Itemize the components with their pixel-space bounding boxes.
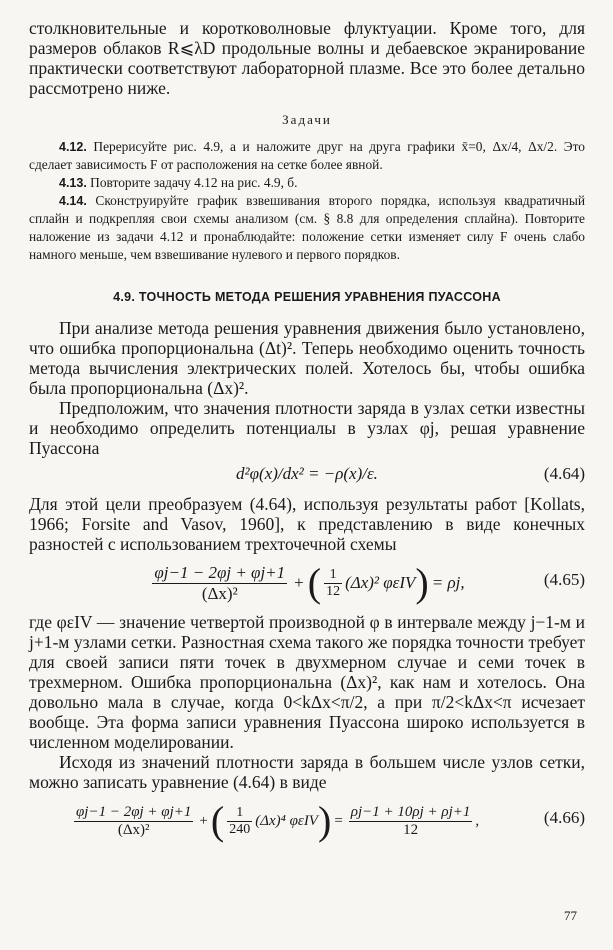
rhs-denominator: 12 [403,821,419,838]
lhs-fraction [74,804,193,839]
fraction-numerator: φj−1 − 2φj + φj+1 [76,803,192,820]
intro-paragraph: столкновительные и коротковолновые флуктуации. Кроме того, для размеров облаков R⩽λD продольные волны и дебаевское экранирование практически соответствуют лабораторной плазме. Все это более детально рассмотрено ниже. [29,18,585,98]
comma: , [475,812,480,829]
page-number: 77 [564,908,577,923]
paragraph-1: При анализе метода решения уравнения движения было установлено, что ошибка пропорциональна (Δt)². Теперь необходимо оценить точность метода вычисления электрических полей. Хотелось бы, чтобы ошибка была пропорциональна (Δx)². [29,318,585,398]
task-text: Перерисуйте рис. 4.9, a и наложите друг на друга графики x̄=0, Δx/4, Δx/2. Это сделает зависимость F от расположения на сетке более явной. [29,139,585,172]
equation-number: (4.64) [543,464,585,483]
fraction-numerator: φj−1 − 2φj + φj+1 [154,562,286,582]
equation-4-66: $\frac{\varphi j-1 - 2\varphi j + \varphi j+1}{\text{(Δx)²}}$ + ( $\frac{1}{240}$ (Δx)⁴ φεIV ) = $\frac{\rho j-1 + 10\rho j + \rho j+1}{12}$ , (4.66) [76,798,585,843]
paragraph-3: Для этой цели преобразуем (4.64), используя результаты работ [Kollats, 1966; Forsite and Vasov, 1960], к представлению в виде конечных разностей с использованием трехточечной схемы [29,494,585,554]
fraction-denominator: (Δx)² [201,583,238,603]
coef-numerator: 1 [227,805,252,822]
correction-term: (Δx)⁴ φεIV [255,812,318,829]
task-4-12 [29,138,585,174]
equation-4-65: $\frac{\varphi j-1 - 2\varphi j + \varphi j+1}{\text{(Δx)²}}$ + ( $\frac{1}{12}$ (Δx)² φεIV ) = ρj, (4.65) [154,560,585,605]
paragraph-5: Исходя из значений плотности заряда в большем числе узлов сетки, можно записать уравнение (4.64) в виде [29,752,585,792]
coefficient-fraction [227,805,252,838]
rhs-numerator: ρj−1 + 10ρj + ρj+1 [350,803,471,820]
equation-number: (4.65) [543,570,585,589]
task-4-14 [29,192,585,264]
plus-sign: + [199,812,208,829]
page-body [29,18,585,850]
plus-sign: + [294,573,304,592]
correction-term: (Δx)² φεIV [345,573,416,592]
lhs-fraction [152,563,287,604]
tasks-heading: Задачи [282,112,332,127]
section-title: 4.9. ТОЧНОСТЬ МЕТОДА РЕШЕНИЯ УРАВНЕНИЯ ПУАССОНА [113,290,501,304]
paragraph-2: Предположим, что значения плотности заряда в узлах сетки известны и необходимо определить потенциалы в узлах φj, решая уравнение Пуассона [29,398,585,458]
equation-4-64 [29,458,585,494]
equation-number: (4.66) [543,808,585,827]
coef-numerator: 1 [324,567,342,584]
coef-denominator: 12 [326,583,341,599]
paragraph-4: где φεIV — значение четвертой производной φ в интервале между j−1-м и j+1-м узлами сетки. Разностная схема такого же порядка точности требует для своей записи пяти точек в двухмерном случае и семи точек в трехмерном. Ошибка пропорциональна (Δx)², как нам и хотелось. Она довольно мала в случае, когда 0<kΔx<π/2, а при π/2<kΔx<π исчезает вообще. Эта форма записи уравнения Пуассона широко используется в численном моделировании. [29,612,585,752]
task-number: 4.13. [59,176,87,190]
task-4-13 [29,174,585,192]
coef-denominator: 240 [229,821,251,837]
task-text: Сконструируйте график взвешивания второго порядка, используя квадратичный сплайн и подкрепляя свои схемы анализом (см. § 8.8 для определения сплайна). Повторите наложение из задачи 4.12 и пронаблюдайте: положение сетки изменяет силу F очень слабо намного меньше, чем взвешивание нулевого и первого порядков. [29,193,585,262]
rhs: = ρj, [431,573,465,592]
equation-body: d²φ(x)/dx² = −ρ(x)/ε. [236,464,378,483]
coefficient-fraction [324,567,342,600]
task-number: 4.14. [59,194,87,208]
task-text: Повторите задачу 4.12 на рис. 4.9, б. [90,175,298,190]
equals-sign: = [334,812,343,829]
rhs-fraction [349,804,473,839]
fraction-denominator: (Δx)² [117,821,150,838]
task-number: 4.12. [59,140,87,154]
